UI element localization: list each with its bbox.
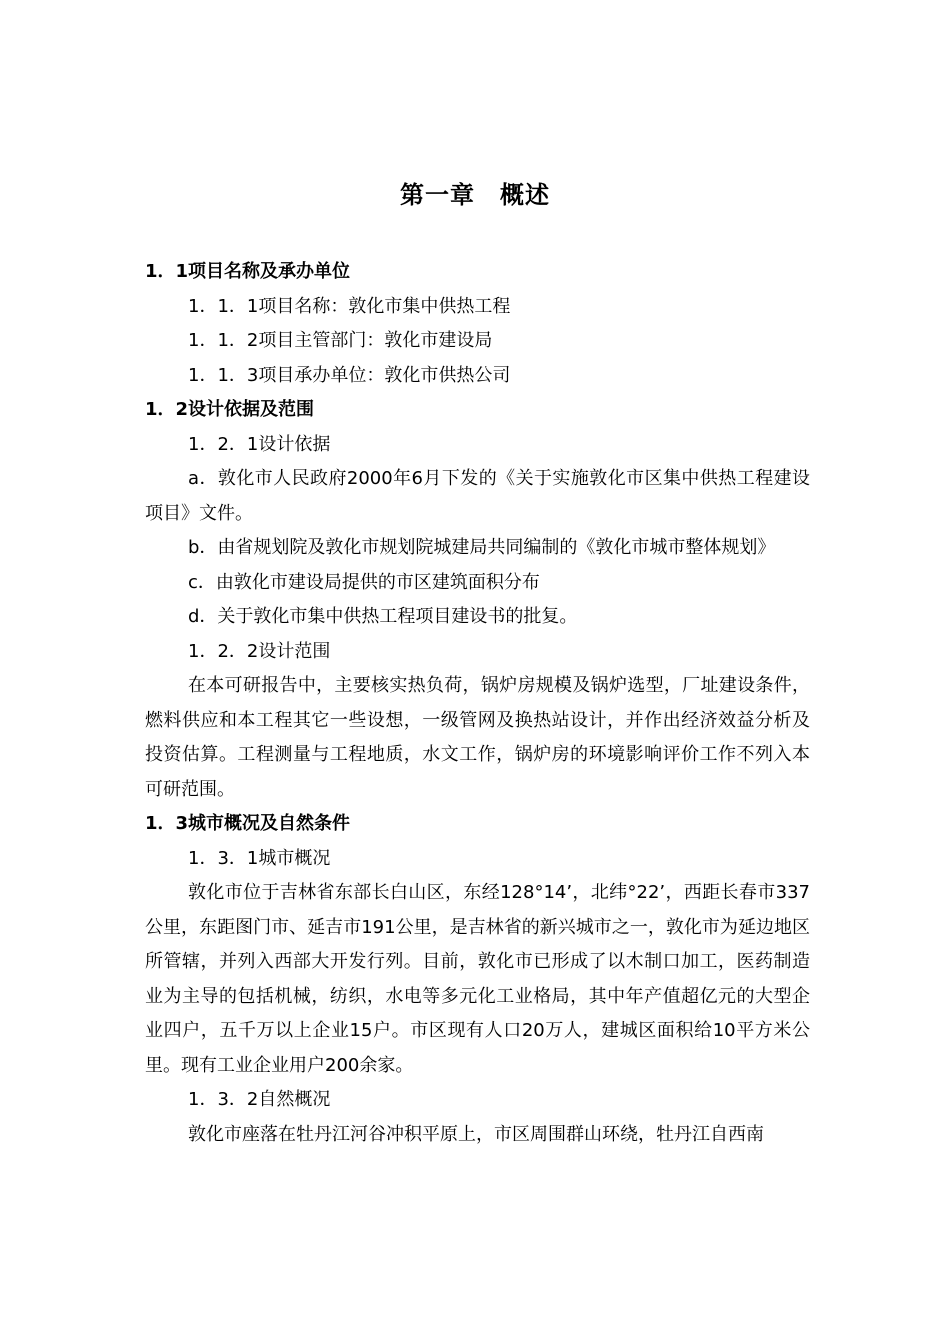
section-heading: 1．1项目名称及承办单位 <box>145 261 351 282</box>
body-paragraph: 在本可研报告中，主要核实热负荷，锅炉房规模及锅炉选型，厂址建设条件，燃料供应和本工程其它一些设想，一级管网及换热站设计，并作出经济效益分析及投资估算。工程测量与工程地质，水文工作，锅炉房的环境影响评价工作不列入本可研范围。 <box>145 675 810 800</box>
body-paragraph: b．由省规划院及敦化市规划院城建局共同编制的《敦化市城市整体规划》 <box>188 537 776 558</box>
subsection-heading: 1．1．3项目承办单位：敦化市供热公司 <box>188 364 511 386</box>
subsection-heading: 1．2．1设计依据 <box>188 433 331 455</box>
subsection-heading: 1．2．2设计范围 <box>188 640 331 662</box>
body-paragraph: a．敦化市人民政府2000年6月下发的《关于实施敦化市区集中供热工程建设项目》文件。 <box>145 468 810 524</box>
body-paragraph: c．由敦化市建设局提供的市区建筑面积分布 <box>188 571 540 593</box>
subsection-heading: 1．3．2自然概况 <box>188 1089 331 1110</box>
body-paragraph: d．关于敦化市集中供热工程项目建设书的批复。 <box>188 606 578 627</box>
body-paragraph: 敦化市位于吉林省东部长白山区，东经128°14’，北纬°22’，西距长春市337公里，东距图门市、延吉市191公里，是吉林省的新兴城市之一，敦化市为延边地区所管辖，并列入西部大开发行列。目前，敦化市已形成了以木制口加工，医药制造业为主导的包括机械，纺织，水电等多元化工业格局，其中年产值超亿元的大型企业四户，五千万以上企业15户。市区现有人口20万人，建城区面积给10平方米公里。现有工业企业用户200余家。 <box>145 882 810 1076</box>
subsection-heading: 1．3．1城市概况 <box>188 847 331 869</box>
document-body <box>145 255 810 1152</box>
body-paragraph: 敦化市座落在牡丹江河谷冲积平原上，市区周围群山环绕，牡丹江自西南 <box>188 1123 764 1145</box>
subsection-heading: 1．1．2项目主管部门：敦化市建设局 <box>188 330 493 351</box>
subsection-heading: 1．1．1项目名称：敦化市集中供热工程 <box>188 295 511 317</box>
chapter-title: 第一章 概述 <box>400 181 550 209</box>
section-heading: 1．2设计依据及范围 <box>145 399 315 420</box>
section-heading: 1．3城市概况及自然条件 <box>145 813 351 834</box>
